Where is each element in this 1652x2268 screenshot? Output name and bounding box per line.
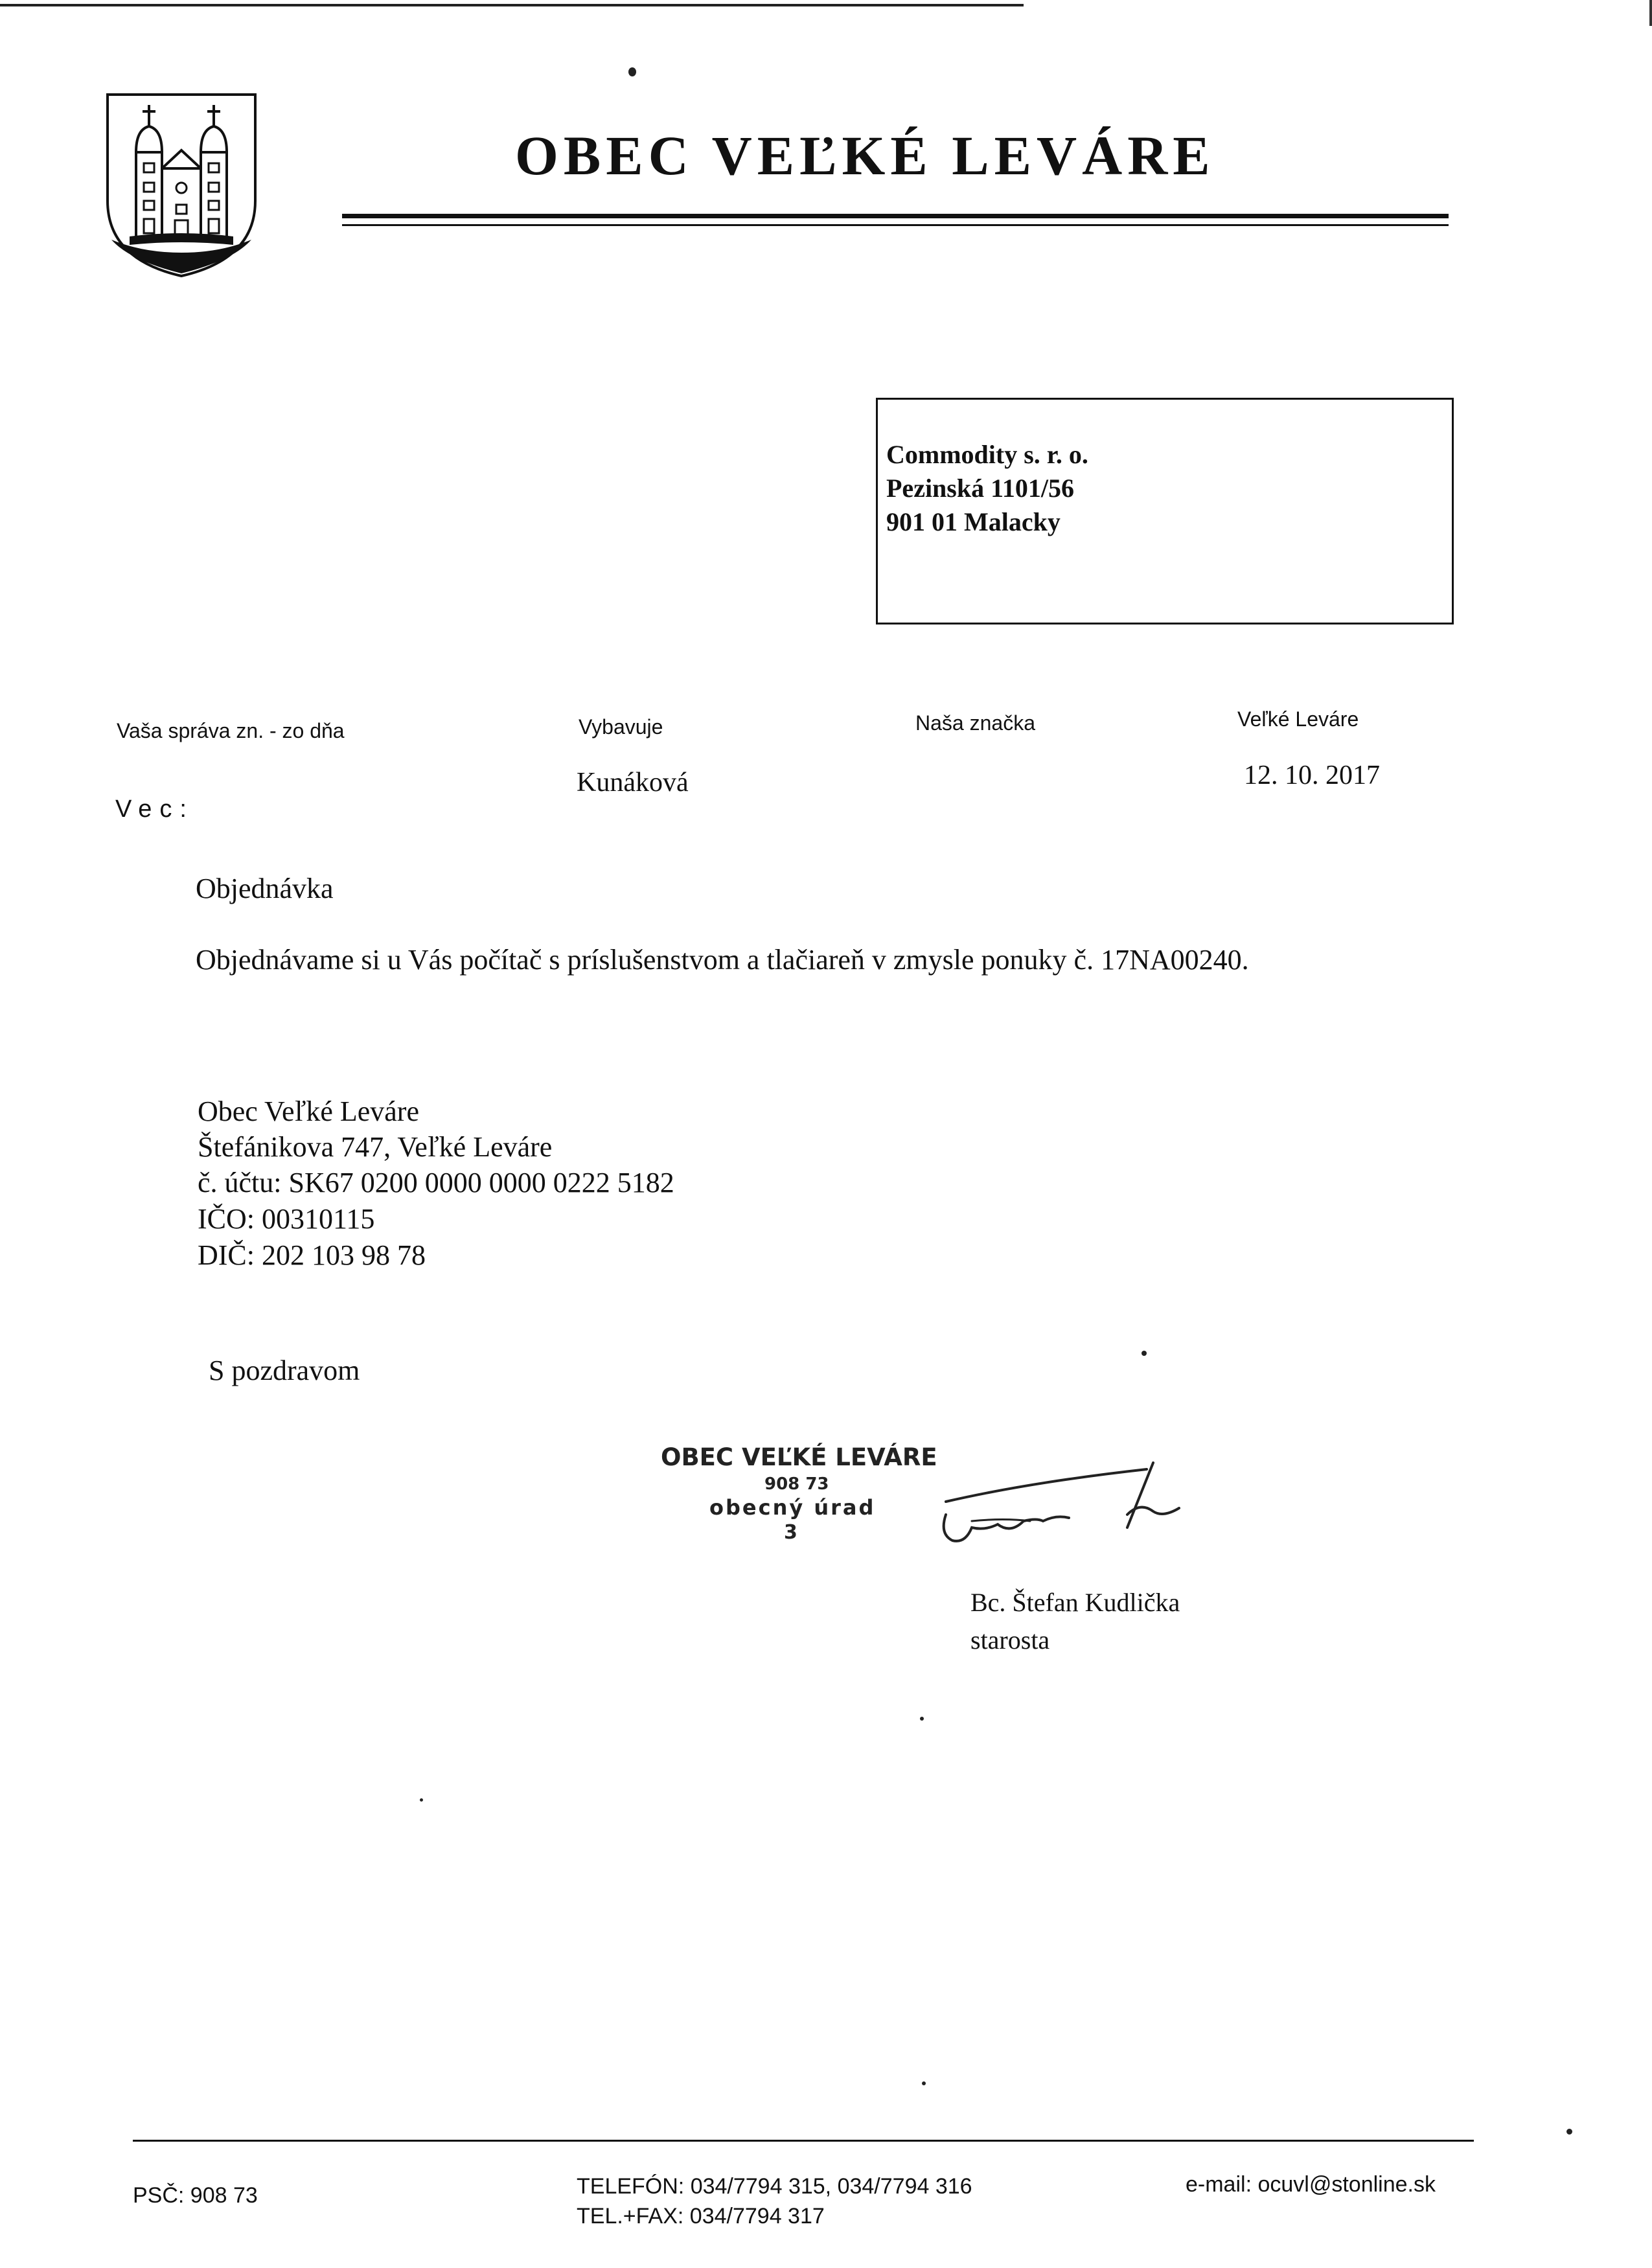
footer-postal-code: PSČ: 908 73	[133, 2183, 258, 2208]
scan-edge-line	[0, 4, 1024, 6]
detail-line-account: č. účtu: SK67 0200 0000 0000 0222 5182	[198, 1167, 674, 1198]
speck	[920, 1717, 924, 1721]
header-rule-thick	[342, 214, 1449, 218]
detail-line-name: Obec Veľké Leváre	[198, 1095, 419, 1127]
header-rule-thin	[342, 224, 1449, 226]
coat-of-arms-icon	[104, 91, 259, 279]
subject-text: Objednávka	[196, 873, 334, 904]
your-letter-label: Vaša správa zn. - zo dňa	[117, 719, 345, 742]
order-paragraph: Objednávame si u Vás počítač s príslušenstvom a tlačiareň v zmysle ponuky č. 17NA00240.	[196, 944, 1249, 976]
footer-email: e-mail: ocuvl@stonline.sk	[1186, 2172, 1436, 2197]
handled-by-label: Vybavuje	[579, 715, 663, 739]
speck	[420, 1798, 423, 1802]
speck	[628, 67, 636, 76]
letter-date: 12. 10. 2017	[1244, 761, 1380, 790]
recipient-city: 901 01 Malacky	[886, 507, 1061, 536]
scan-edge-mark	[1649, 0, 1652, 26]
handwritten-signature	[933, 1456, 1199, 1566]
speck	[922, 2081, 926, 2085]
closing-greeting: S pozdravom	[209, 1355, 360, 1386]
organization-title: OBEC VEĽKÉ LEVÁRE	[515, 124, 1215, 187]
stamp-office: obecný úrad	[709, 1495, 876, 1520]
stamp-org: OBEC VEĽKÉ LEVÁRE	[661, 1443, 937, 1471]
signatory-title: starosta	[970, 1625, 1050, 1655]
detail-line-address: Štefánikova 747, Veľké Leváre	[198, 1131, 553, 1163]
stamp-postcode: 908 73	[764, 1474, 829, 1494]
speck	[1141, 1351, 1147, 1356]
signatory-name: Bc. Štefan Kudlička	[970, 1588, 1180, 1617]
recipient-company: Commodity s. r. o.	[886, 440, 1088, 469]
detail-line-dic: DIČ: 202 103 98 78	[198, 1239, 426, 1271]
our-ref-label: Naša značka	[915, 711, 1035, 735]
place-label: Veľké Leváre	[1237, 707, 1359, 731]
detail-line-ico: IČO: 00310115	[198, 1203, 375, 1235]
subject-label: Vec:	[115, 796, 194, 823]
speck	[1566, 2129, 1572, 2135]
footer-rule	[133, 2140, 1474, 2142]
footer-phone: TELEFÓN: 034/7794 315, 034/7794 316	[577, 2174, 972, 2199]
footer-fax: TEL.+FAX: 034/7794 317	[577, 2204, 825, 2228]
recipient-street: Pezinská 1101/56	[886, 474, 1075, 503]
stamp-number: 3	[784, 1521, 797, 1544]
handled-by-value: Kunáková	[577, 768, 689, 797]
official-stamp	[654, 1443, 952, 1553]
